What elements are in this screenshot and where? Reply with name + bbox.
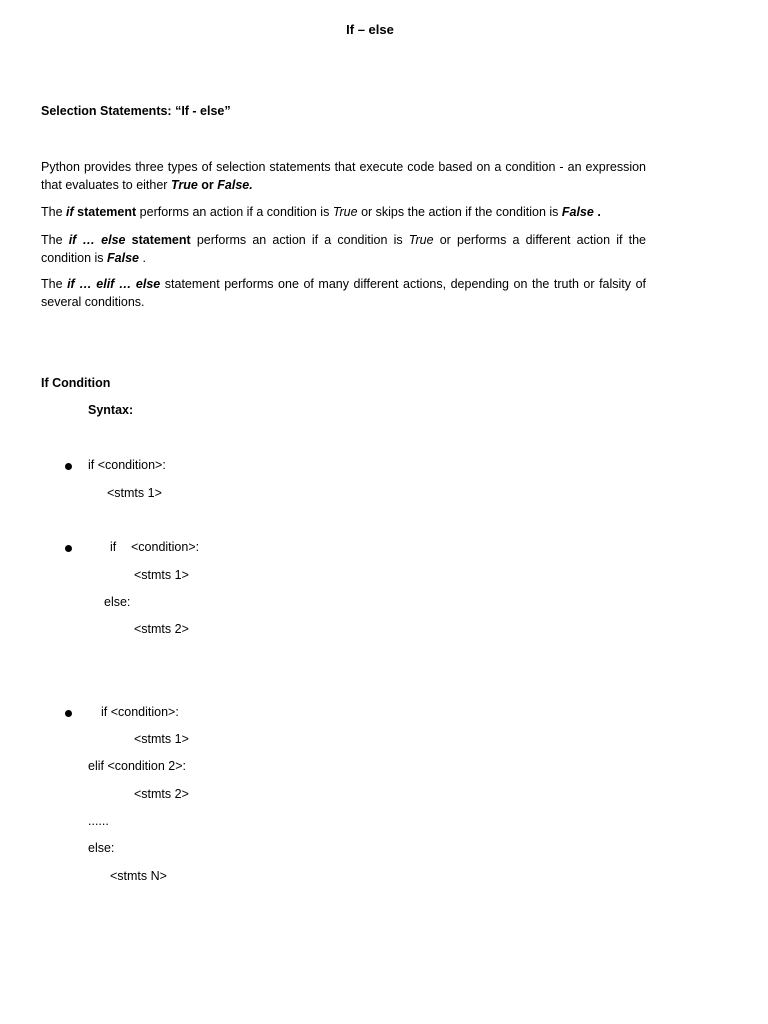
block2-stmts2: <stmts 2> [134,622,189,636]
p2-false: False [561,205,594,219]
block3-stmts1: <stmts 1> [134,732,189,746]
block2-stmts1: <stmts 1> [134,568,189,582]
block3-elif-line: elif <condition 2>: [88,759,186,773]
block1-stmts: <stmts 1> [107,486,162,500]
block3-ellipsis: ...... [88,814,109,828]
p4-text1: statement performs one of many different actions, depending on the truth or falsity of several conditions. [41,277,646,309]
block1-if-line: if <condition>: [88,458,166,472]
bullet-3 [65,710,72,717]
p4-keyword: if … elif … else [67,277,161,291]
section-heading: Selection Statements: “If - else” [41,104,231,118]
block3-stmts2: <stmts 2> [134,787,189,801]
paragraph-if-elif-else-statement [41,276,646,311]
bullet-1 [65,463,72,470]
p1-false: False. [217,177,253,192]
p1-text: Python provides three types of selection statements that execute code based on a condition - an expression that evaluates to either [41,160,646,192]
p2-text2: or skips the action if the condition is [357,205,562,219]
block3-stmtsN: <stmts N> [110,869,167,883]
p3-end: . [138,250,146,265]
paragraph-selection-intro [41,159,646,194]
document-title: If – else [346,22,394,37]
p3-true: True [408,233,434,247]
bullet-2 [65,545,72,552]
p2-true: True [332,205,358,219]
block2-condition: <condition>: [131,540,200,554]
block2-if-keyword: if [110,540,117,554]
p3-text2: or performs a different action if the condition is [41,233,646,265]
p4-the: The [41,277,68,291]
p2-the: The [41,205,67,219]
block2-else: else: [104,595,131,609]
paragraph-if-statement [41,204,646,222]
p3-keyword: if … else [68,233,126,247]
p1-or: or [197,177,218,192]
p2-keyword: if [66,205,74,219]
p2-text1: performs an action if a condition is [136,205,333,219]
p2-statement: statement [73,205,137,219]
p3-text1: performs an action if a condition is [190,233,409,247]
block3-else: else: [88,841,115,855]
p1-true: True [170,177,198,192]
p3-the: The [41,233,69,247]
block3-if-line: if <condition>: [101,705,179,719]
p3-statement: statement [125,233,191,247]
paragraph-if-else-statement [41,232,646,267]
p3-false: False [107,250,139,265]
if-condition-heading: If Condition [41,376,111,390]
syntax-label: Syntax: [88,403,134,417]
p2-end: . [593,205,601,219]
